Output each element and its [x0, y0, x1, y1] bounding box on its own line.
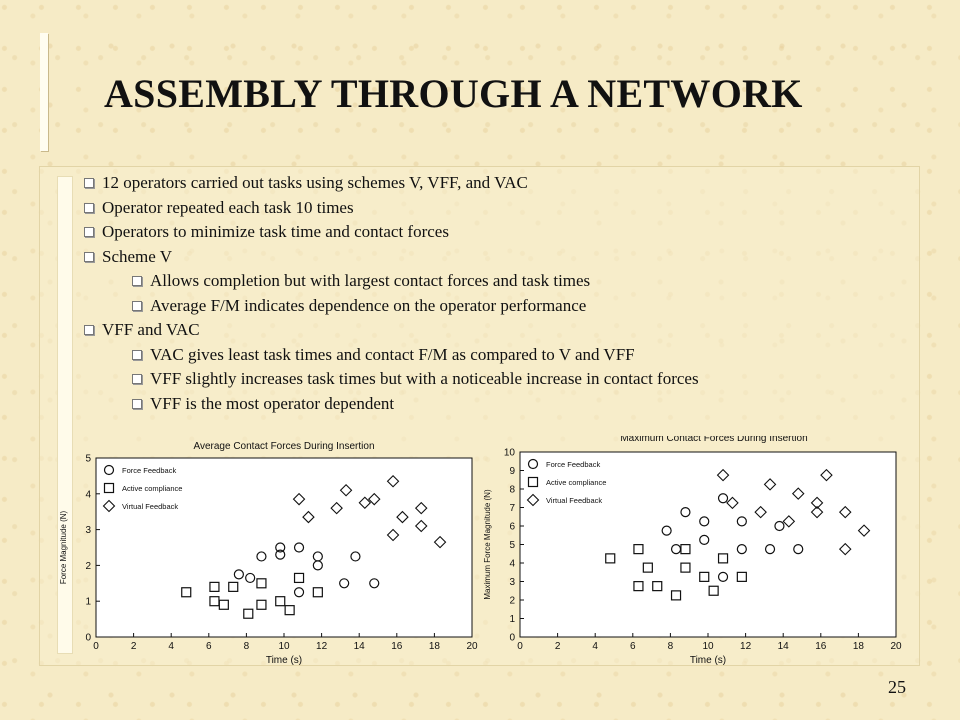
x-tick-label: 0 — [517, 641, 523, 652]
bullet-item — [84, 220, 699, 245]
sub-bullet-item — [84, 343, 699, 368]
y-tick-label: 0 — [85, 632, 91, 644]
bullet-list — [84, 171, 699, 416]
x-tick-label: 18 — [852, 641, 864, 652]
square-bullet-icon — [132, 399, 142, 409]
x-tick-label: 16 — [391, 641, 403, 652]
chart-title: Average Contact Forces During Insertion — [193, 441, 375, 452]
bullet-text: Average F/M indicates dependence on the operator performance — [150, 295, 587, 315]
bullet-text: 12 operators carried out tasks using schemes V, VFF, and VAC — [102, 173, 528, 192]
bullet-text: Operator repeated each task 10 times — [102, 197, 354, 217]
y-tick-label: 10 — [503, 447, 515, 459]
x-tick-label: 4 — [592, 641, 598, 652]
x-tick-label: 10 — [702, 641, 714, 652]
square-bullet-icon — [132, 374, 142, 384]
bullet-text: VFF and VAC — [102, 320, 200, 339]
y-tick-label: 3 — [509, 577, 515, 588]
bullet-text: VFF is the most operator dependent — [150, 393, 395, 413]
page-number: 25 — [888, 677, 906, 697]
square-bullet-icon — [132, 301, 142, 311]
bullet-item — [84, 171, 699, 196]
x-tick-label: 12 — [316, 641, 328, 652]
bullet-text: VFF slightly increases task times but with a noticeable increase in contact forces — [150, 369, 699, 388]
bullet-text: Scheme V — [102, 246, 173, 266]
legend-label: Force Feedback — [546, 460, 601, 469]
maximum-contact-forces-chart — [480, 436, 916, 668]
scatter-chart-svg — [54, 436, 486, 668]
y-tick-label: 2 — [509, 595, 515, 607]
y-tick-label: 3 — [85, 525, 91, 537]
bullet-item — [84, 245, 699, 270]
legend-label: Virtual Feedback — [122, 502, 179, 511]
chart-title: Maximum Contact Forces During Insertion — [620, 436, 808, 444]
y-tick-label: 4 — [509, 558, 515, 570]
y-tick-label: 5 — [85, 453, 91, 465]
legend-label: Virtual Feedback — [546, 496, 603, 505]
y-tick-label: 8 — [509, 484, 515, 496]
x-axis-label: Time (s) — [265, 655, 303, 666]
x-tick-label: 4 — [168, 641, 174, 652]
x-tick-label: 6 — [206, 641, 212, 652]
x-tick-label: 10 — [278, 641, 290, 652]
y-tick-label: 7 — [509, 503, 515, 514]
legend-label: Force Feedback — [122, 466, 177, 475]
title-accent-bar — [40, 33, 48, 151]
bullet-text: Allows completion but with largest contact forces and task times — [150, 271, 591, 290]
x-tick-label: 20 — [466, 641, 478, 652]
x-tick-label: 2 — [554, 641, 561, 652]
x-tick-label: 14 — [353, 641, 365, 652]
y-tick-label: 1 — [85, 596, 91, 608]
y-tick-label: 1 — [509, 614, 515, 625]
x-tick-label: 14 — [777, 641, 789, 652]
square-bullet-icon — [84, 178, 94, 188]
x-axis-label: Time (s) — [689, 655, 727, 666]
bullet-item — [84, 318, 699, 343]
square-bullet-icon — [84, 325, 94, 335]
x-tick-label: 2 — [130, 641, 137, 652]
square-bullet-icon — [132, 350, 142, 360]
legend-label: Active compliance — [122, 484, 183, 493]
y-tick-label: 6 — [509, 521, 515, 533]
slide-title: ASSEMBLY THROUGH A NETWORK — [104, 71, 803, 116]
x-tick-label: 12 — [740, 641, 752, 652]
square-bullet-icon — [84, 252, 94, 262]
x-tick-label: 18 — [428, 641, 440, 652]
sub-bullet-item — [84, 392, 699, 417]
x-tick-label: 6 — [630, 641, 636, 652]
x-tick-label: 16 — [815, 641, 827, 652]
average-contact-forces-chart — [54, 436, 486, 668]
y-tick-label: 5 — [509, 540, 515, 551]
scatter-chart-svg — [480, 436, 916, 668]
bullet-text: Operators to minimize task time and contact forces — [102, 222, 449, 241]
y-tick-label: 2 — [85, 560, 91, 572]
sub-bullet-item — [84, 367, 699, 392]
square-bullet-icon — [132, 276, 142, 286]
y-tick-label: 9 — [509, 466, 515, 477]
y-tick-label: 0 — [509, 632, 515, 644]
x-tick-label: 0 — [93, 641, 99, 652]
x-tick-label: 20 — [890, 641, 902, 652]
legend-label: Active compliance — [546, 478, 607, 487]
y-tick-label: 4 — [85, 489, 91, 501]
y-axis-label: Force Magnitude (N) — [59, 510, 68, 585]
sub-bullet-item — [84, 269, 699, 294]
y-axis-label: Maximum Force Magnitude (N) — [483, 489, 492, 600]
bullet-text: VAC gives least task times and contact F/M as compared to V and VFF — [150, 344, 635, 364]
square-bullet-icon — [84, 227, 94, 237]
bullet-item — [84, 196, 699, 221]
sub-bullet-item — [84, 294, 699, 319]
x-tick-label: 8 — [667, 641, 674, 652]
x-tick-label: 8 — [243, 641, 250, 652]
square-bullet-icon — [84, 203, 94, 213]
